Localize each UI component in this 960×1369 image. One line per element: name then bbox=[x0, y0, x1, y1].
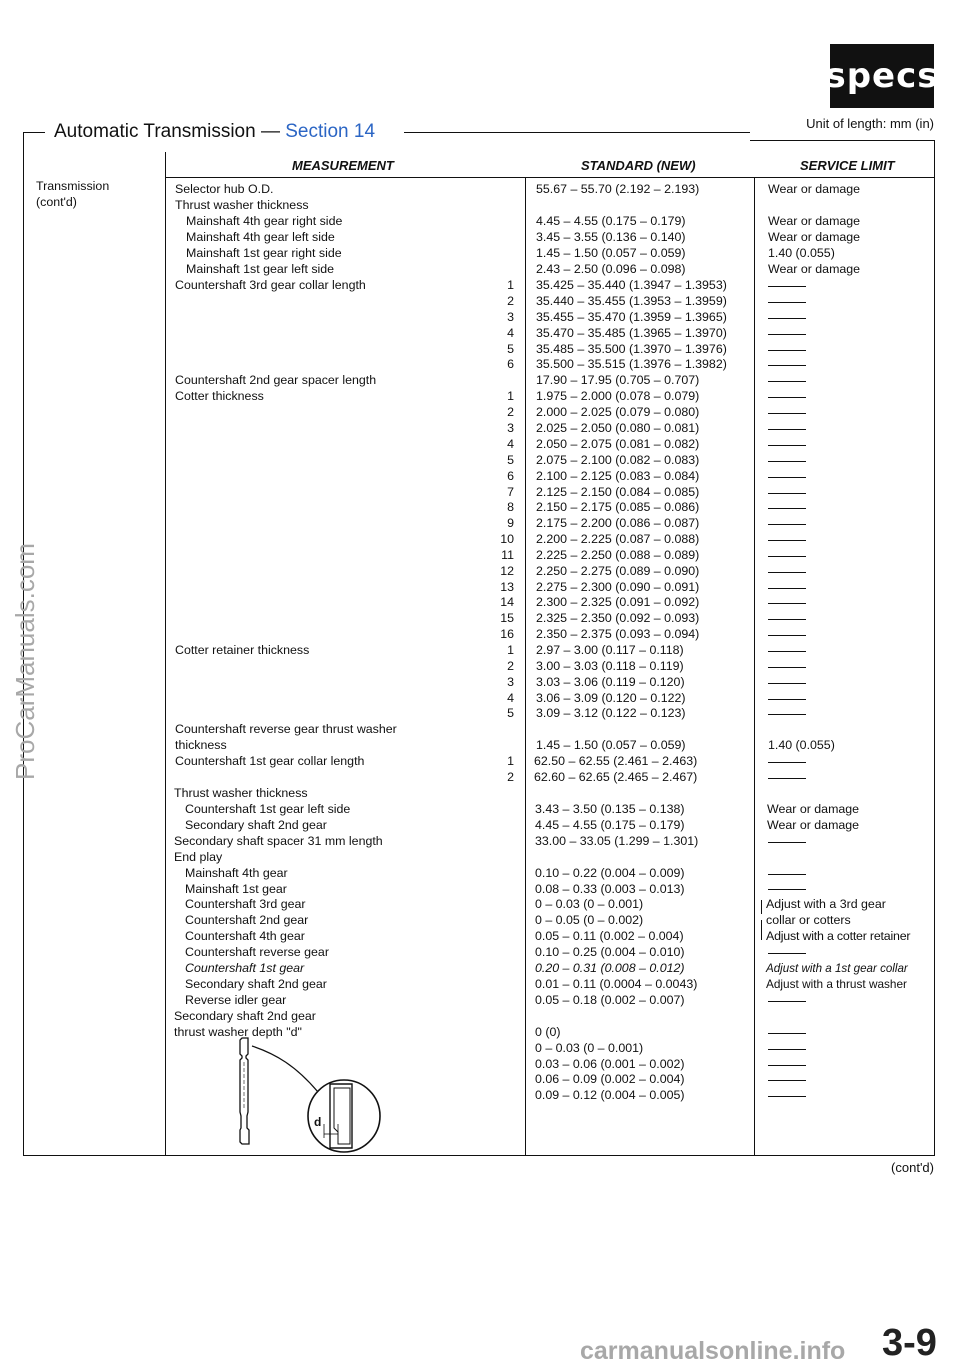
measurement-item: Reverse idler gear bbox=[185, 993, 287, 1007]
watermark: ProCarManuals.com bbox=[10, 543, 40, 780]
frame-top-right bbox=[750, 140, 935, 141]
dash-placeholder bbox=[768, 429, 806, 430]
continued-note: (cont'd) bbox=[891, 1160, 934, 1175]
standard-value: 4.45 – 4.55 (0.175 – 0.179) bbox=[536, 214, 686, 228]
standard-value: 3.45 – 3.55 (0.136 – 0.140) bbox=[536, 230, 686, 244]
dash-placeholder bbox=[768, 1001, 806, 1002]
standard-value: 2.000 – 2.025 (0.079 – 0.080) bbox=[536, 405, 700, 419]
service-limit-value: Adjust with a 3rd gear bbox=[766, 897, 886, 911]
dash-placeholder bbox=[768, 1065, 806, 1066]
standard-value: 0.10 – 0.22 (0.004 – 0.009) bbox=[535, 866, 685, 880]
title-rule-left bbox=[23, 132, 45, 133]
measurement-item: Mainshaft 1st gear left side bbox=[186, 262, 335, 276]
dash-placeholder bbox=[768, 1096, 806, 1097]
service-limit-value: 1.40 (0.055) bbox=[768, 246, 835, 260]
dash-placeholder bbox=[768, 445, 806, 446]
index-number: 5 bbox=[507, 706, 514, 720]
service-limit-value: Adjust with a 1st gear collar bbox=[766, 962, 908, 975]
standard-value: 35.455 – 35.470 (1.3959 – 1.3965) bbox=[536, 310, 727, 324]
header-standard: STANDARD (NEW) bbox=[581, 158, 696, 173]
standard-value: 3.00 – 3.03 (0.118 – 0.119) bbox=[536, 659, 684, 673]
standard-value: 3.09 – 3.12 (0.122 – 0.123) bbox=[536, 706, 686, 720]
standard-value: 62.50 – 62.55 (2.461 – 2.463) bbox=[534, 754, 698, 768]
index-number: 5 bbox=[507, 342, 514, 356]
standard-value: 2.100 – 2.125 (0.083 – 0.084) bbox=[536, 469, 700, 483]
measurement-item: Mainshaft 1st gear bbox=[185, 882, 287, 896]
category-label: Transmission bbox=[36, 179, 110, 193]
service-limit-value: Adjust with a thrust washer bbox=[766, 977, 907, 991]
measurement-item: Secondary shaft 2nd gear bbox=[185, 977, 327, 991]
dash-placeholder bbox=[768, 874, 806, 875]
measurement-item: Cotter retainer thickness bbox=[175, 643, 310, 657]
dash-placeholder bbox=[768, 286, 806, 287]
header-measurement: MEASUREMENT bbox=[292, 158, 394, 173]
standard-value: 33.00 – 33.05 (1.299 – 1.301) bbox=[535, 834, 699, 848]
measurement-item: Cotter thickness bbox=[175, 389, 264, 403]
index-number: 12 bbox=[500, 564, 514, 578]
measurement-item: Mainshaft 1st gear right side bbox=[186, 246, 342, 260]
standard-value: 55.67 – 55.70 (2.192 – 2.193) bbox=[536, 182, 700, 196]
index-number: 2 bbox=[507, 659, 514, 673]
service-limit-value: Wear or damage bbox=[767, 818, 860, 832]
standard-value: 2.075 – 2.100 (0.082 – 0.083) bbox=[536, 453, 700, 467]
section-title bbox=[54, 121, 375, 143]
dash-placeholder bbox=[768, 778, 806, 779]
measurement-item: Thrust washer thickness bbox=[174, 786, 308, 800]
standard-value: 0 (0) bbox=[535, 1025, 561, 1039]
standard-value: 2.275 – 2.300 (0.090 – 0.091) bbox=[536, 580, 700, 594]
standard-value: 2.050 – 2.075 (0.081 – 0.082) bbox=[536, 437, 700, 451]
measurement-item: Secondary shaft spacer 31 mm length bbox=[174, 834, 383, 848]
service-limit-value: Wear or damage bbox=[768, 262, 861, 276]
measurement-item: Secondary shaft 2nd gear bbox=[185, 818, 327, 832]
service-limit-value: Wear or damage bbox=[768, 182, 861, 196]
column-divider-3 bbox=[754, 178, 755, 1156]
measurement-item: Countershaft 1st gear bbox=[185, 961, 305, 975]
measurement-item: Secondary shaft 2nd gear bbox=[174, 1009, 316, 1023]
measurement-item: Countershaft reverse gear bbox=[185, 945, 329, 959]
standard-value: 0.06 – 0.09 (0.002 – 0.004) bbox=[535, 1072, 685, 1086]
measurement-item: Selector hub O.D. bbox=[175, 182, 274, 196]
standard-value: 2.200 – 2.225 (0.087 – 0.088) bbox=[536, 532, 700, 546]
dash-placeholder bbox=[768, 603, 806, 604]
index-number: 4 bbox=[507, 691, 514, 705]
adjust-bracket bbox=[761, 920, 762, 940]
depth-d-label: d bbox=[314, 1115, 322, 1129]
index-number: 8 bbox=[507, 500, 514, 514]
index-number: 1 bbox=[507, 643, 514, 657]
dash-placeholder bbox=[768, 413, 806, 414]
measurement-item: End play bbox=[174, 850, 223, 864]
dash-placeholder bbox=[768, 540, 806, 541]
standard-value: 0 – 0.05 (0 – 0.002) bbox=[535, 913, 644, 927]
service-limit-value: Wear or damage bbox=[767, 802, 860, 816]
dash-placeholder bbox=[768, 318, 806, 319]
index-number: 4 bbox=[507, 326, 514, 340]
adjust-bracket bbox=[761, 900, 762, 914]
column-divider-1 bbox=[165, 152, 166, 1156]
category-contd: (cont'd) bbox=[36, 195, 77, 209]
index-number: 6 bbox=[507, 469, 514, 483]
dash-placeholder bbox=[768, 461, 806, 462]
standard-value: 0.01 – 0.11 (0.0004 – 0.0043) bbox=[535, 977, 698, 991]
dash-placeholder bbox=[768, 635, 806, 636]
page-number: 3-9 bbox=[882, 1322, 937, 1364]
dash-placeholder bbox=[768, 381, 806, 382]
title-main: Automatic Transmission — bbox=[54, 121, 280, 142]
standard-value: 35.485 – 35.500 (1.3970 – 1.3976) bbox=[536, 342, 727, 356]
dash-placeholder bbox=[768, 762, 806, 763]
standard-value: 2.97 – 3.00 (0.117 – 0.118) bbox=[536, 643, 684, 657]
index-number: 14 bbox=[500, 595, 514, 609]
standard-value: 3.43 – 3.50 (0.135 – 0.138) bbox=[535, 802, 685, 816]
index-number: 4 bbox=[507, 437, 514, 451]
measurement-item: Mainshaft 4th gear left side bbox=[186, 230, 335, 244]
measurement-item: Mainshaft 4th gear bbox=[185, 866, 288, 880]
index-number: 15 bbox=[500, 611, 514, 625]
measurement-item: Countershaft reverse gear thrust washer bbox=[175, 722, 397, 736]
index-number: 10 bbox=[500, 532, 514, 546]
dash-placeholder bbox=[768, 1080, 806, 1081]
dash-placeholder bbox=[768, 619, 806, 620]
dash-placeholder bbox=[768, 365, 806, 366]
standard-value: 2.225 – 2.250 (0.088 – 0.089) bbox=[536, 548, 700, 562]
service-limit-value: Wear or damage bbox=[768, 214, 861, 228]
standard-value: 1.45 – 1.50 (0.057 – 0.059) bbox=[536, 246, 686, 260]
standard-value: 2.250 – 2.275 (0.089 – 0.090) bbox=[536, 564, 700, 578]
measurement-item: thickness bbox=[175, 738, 227, 752]
dash-placeholder bbox=[768, 572, 806, 573]
standard-value: 0.03 – 0.06 (0.001 – 0.002) bbox=[535, 1057, 685, 1071]
column-divider-2 bbox=[525, 178, 526, 1156]
frame-right bbox=[934, 140, 935, 1156]
standard-value: 2.300 – 2.325 (0.091 – 0.092) bbox=[536, 595, 700, 609]
standard-value: 4.45 – 4.55 (0.175 – 0.179) bbox=[535, 818, 685, 832]
dash-placeholder bbox=[768, 683, 806, 684]
dash-placeholder bbox=[768, 302, 806, 303]
index-number: 3 bbox=[507, 421, 514, 435]
standard-value: 35.425 – 35.440 (1.3947 – 1.3953) bbox=[536, 278, 727, 292]
standard-value: 0.05 – 0.11 (0.002 – 0.004) bbox=[535, 929, 684, 943]
standard-value: 35.470 – 35.485 (1.3965 – 1.3970) bbox=[536, 326, 727, 340]
thrust-washer-depth-diagram bbox=[226, 1032, 396, 1158]
dash-placeholder bbox=[768, 397, 806, 398]
dash-placeholder bbox=[768, 556, 806, 557]
dash-placeholder bbox=[768, 508, 806, 509]
standard-value: 35.440 – 35.455 (1.3953 – 1.3959) bbox=[536, 294, 727, 308]
standard-value: 2.350 – 2.375 (0.093 – 0.094) bbox=[536, 627, 700, 641]
index-number: 1 bbox=[507, 278, 514, 292]
standard-value: 17.90 – 17.95 (0.705 – 0.707) bbox=[536, 373, 700, 387]
dash-placeholder bbox=[768, 1049, 806, 1050]
index-number: 1 bbox=[507, 754, 514, 768]
dash-placeholder bbox=[768, 588, 806, 589]
section-link[interactable]: Section 14 bbox=[285, 121, 376, 142]
service-limit-value: 1.40 (0.055) bbox=[768, 738, 835, 752]
measurement-item: thrust washer depth "d" bbox=[174, 1025, 302, 1039]
dash-placeholder bbox=[768, 493, 806, 494]
measurement-item: Countershaft 1st gear left side bbox=[185, 802, 351, 816]
index-number: 1 bbox=[507, 389, 514, 403]
header-service-limit: SERVICE LIMIT bbox=[800, 158, 895, 173]
dash-placeholder bbox=[768, 350, 806, 351]
dash-placeholder bbox=[768, 334, 806, 335]
measurement-item: Countershaft 3rd gear collar length bbox=[175, 278, 366, 292]
index-number: 2 bbox=[507, 294, 514, 308]
dash-placeholder bbox=[768, 1033, 806, 1034]
index-number: 16 bbox=[500, 627, 514, 641]
standard-value: 0.05 – 0.18 (0.002 – 0.007) bbox=[535, 993, 685, 1007]
standard-value: 3.06 – 3.09 (0.120 – 0.122) bbox=[536, 691, 686, 705]
standard-value: 35.500 – 35.515 (1.3976 – 1.3982) bbox=[536, 357, 727, 371]
standard-value: 0.10 – 0.25 (0.004 – 0.010) bbox=[535, 945, 685, 959]
index-number: 5 bbox=[507, 453, 514, 467]
dash-placeholder bbox=[768, 714, 806, 715]
measurement-item: Countershaft 2nd gear spacer length bbox=[175, 373, 377, 387]
measurement-item: Countershaft 1st gear collar length bbox=[175, 754, 365, 768]
dash-placeholder bbox=[768, 889, 806, 890]
standard-value: 0 – 0.03 (0 – 0.001) bbox=[535, 1041, 644, 1055]
measurement-item: Countershaft 2nd gear bbox=[185, 913, 309, 927]
measurement-item: Mainshaft 4th gear right side bbox=[186, 214, 343, 228]
standard-value: 2.125 – 2.150 (0.084 – 0.085) bbox=[536, 485, 700, 499]
unit-note: Unit of length: mm (in) bbox=[806, 116, 934, 131]
footer-watermark: carmanualsonline.info bbox=[580, 1337, 846, 1365]
standard-value: 2.175 – 2.200 (0.086 – 0.087) bbox=[536, 516, 700, 530]
standard-value: 2.325 – 2.350 (0.092 – 0.093) bbox=[536, 611, 700, 625]
standard-value: 2.025 – 2.050 (0.080 – 0.081) bbox=[536, 421, 700, 435]
frame-bottom bbox=[23, 1155, 935, 1156]
index-number: 7 bbox=[507, 485, 514, 499]
index-number: 3 bbox=[507, 310, 514, 324]
dash-placeholder bbox=[768, 953, 806, 954]
title-rule-right bbox=[404, 132, 750, 133]
dash-placeholder bbox=[768, 477, 806, 478]
service-limit-value: collar or cotters bbox=[766, 913, 851, 927]
dash-placeholder bbox=[768, 699, 806, 700]
header-rule bbox=[165, 177, 935, 178]
measurement-item: Thrust washer thickness bbox=[175, 198, 309, 212]
standard-value: 0.09 – 0.12 (0.004 – 0.005) bbox=[535, 1088, 685, 1102]
standard-value: 1.975 – 2.000 (0.078 – 0.079) bbox=[536, 389, 700, 403]
dash-placeholder bbox=[768, 667, 806, 668]
measurement-item: Countershaft 3rd gear bbox=[185, 897, 306, 911]
index-number: 11 bbox=[501, 548, 514, 562]
standard-value: 1.45 – 1.50 (0.057 – 0.059) bbox=[536, 738, 686, 752]
index-number: 2 bbox=[507, 770, 514, 784]
standard-value: 62.60 – 62.65 (2.465 – 2.467) bbox=[534, 770, 698, 784]
index-number: 13 bbox=[500, 580, 514, 594]
dash-placeholder bbox=[768, 651, 806, 652]
service-limit-value: Wear or damage bbox=[768, 230, 861, 244]
standard-value: 2.43 – 2.50 (0.096 – 0.098) bbox=[536, 262, 686, 276]
standard-value: 0.08 – 0.33 (0.003 – 0.013) bbox=[535, 882, 685, 896]
dash-placeholder bbox=[768, 842, 806, 843]
index-number: 3 bbox=[507, 675, 514, 689]
service-limit-value: Adjust with a cotter retainer bbox=[766, 929, 911, 943]
index-number: 2 bbox=[507, 405, 514, 419]
index-number: 6 bbox=[507, 357, 514, 371]
specs-badge: specs bbox=[830, 44, 934, 108]
standard-value: 3.03 – 3.06 (0.119 – 0.120) bbox=[536, 675, 685, 689]
standard-value: 0.20 – 0.31 (0.008 – 0.012) bbox=[535, 961, 685, 975]
measurement-item: Countershaft 4th gear bbox=[185, 929, 305, 943]
standard-value: 0 – 0.03 (0 – 0.001) bbox=[535, 897, 644, 911]
standard-value: 2.150 – 2.175 (0.085 – 0.086) bbox=[536, 500, 700, 514]
dash-placeholder bbox=[768, 524, 806, 525]
index-number: 9 bbox=[507, 516, 514, 530]
